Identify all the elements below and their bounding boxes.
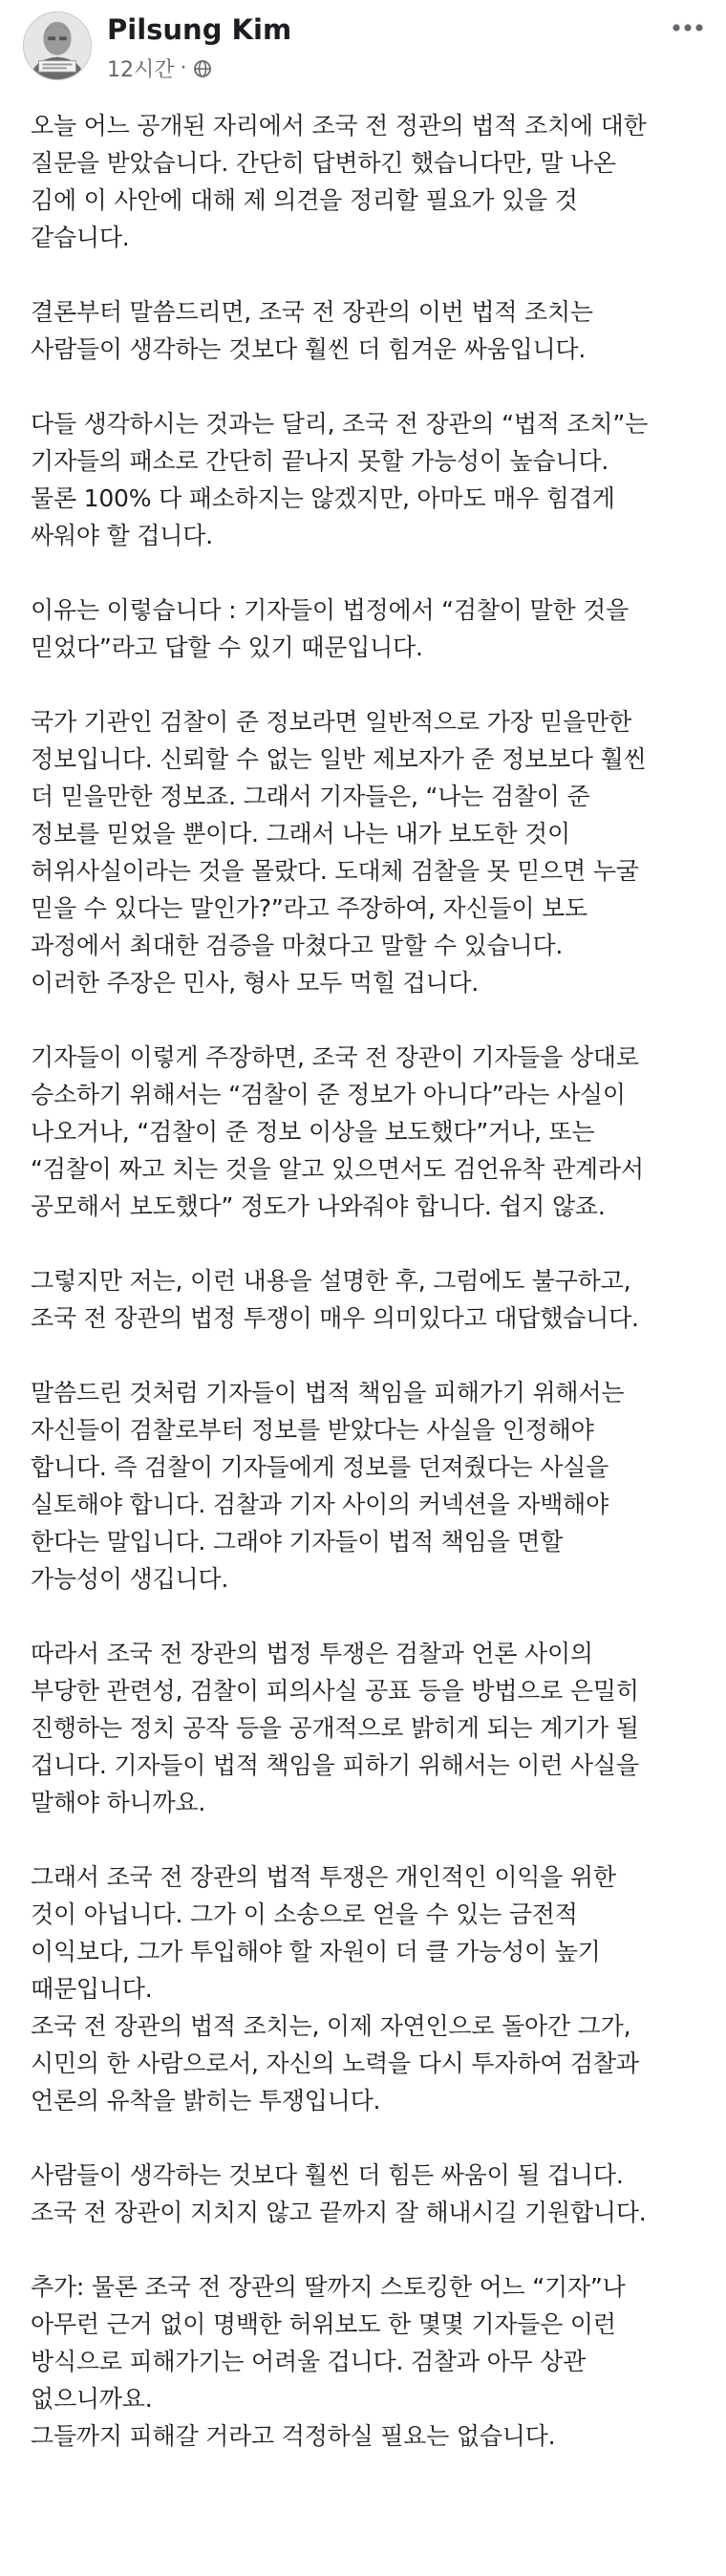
- post-paragraph: 기자들이 이렇게 주장하면, 조국 전 장관이 기자들을 상대로 승소하기 위해서는 “검찰이 준 정보가 아니다”라는 사실이 나오거나, “검찰이 준 정보 이상을 보도했다”거나, 또는 “검찰이 짜고 치는 것을 알고 있으면서도 검언유착 관계라서 공모해서 보도했다” 정도가 나와줘야 합니다. 쉽지 않죠.: [31, 1043, 644, 1220]
- post-paragraph: 그래서 조국 전 장관의 법적 투쟁은 개인적인 이익을 위한 것이 아닙니다. 그가 이 소송으로 얻을 수 있는 금전적 이익보다, 그가 투입해야 할 자원이 더 클 가능성이 높기 때문입니다. 조국 전 장관의 법적 조치는, 이제 자연인으로 돌아간 그가, 시민의 한 사람으로서, 자신의 노력을 다시 투자하여 검찰과 언론의 유착을 밝히는 투쟁입니다.: [31, 1863, 639, 2114]
- post-paragraph: 오늘 어느 공개된 자리에서 조국 전 정관의 법적 조치에 대한 질문을 받았습니다. 간단히 답변하긴 했습니다만, 말 나온 김에 이 사안에 대해 제 의견을 정리할 필요가 있을 것 같습니다.: [31, 112, 647, 251]
- more-options-button[interactable]: [667, 13, 709, 42]
- post-paragraph: 말씀드린 것처럼 기자들이 법적 책임을 피해가기 위해서는 자신들이 검찰로부터 정보를 받았다는 사실을 인정해야 합니다. 즉 검찰이 기자들에게 정보를 던져줬다는 사실을 실토해야 합니다. 검찰과 기자 사이의 커넥션을 자백해야 한다는 말입니다. 그래야 기자들이 법적 책임을 면할 가능성이 생깁니다.: [31, 1379, 625, 1593]
- post-meta: [107, 54, 212, 83]
- post-paragraph: 국가 기관인 검찰이 준 정보라면 일반적으로 가장 믿을만한 정보입니다. 신뢰할 수 없는 일반 제보자가 준 정보보다 훨씬 더 믿을만한 정보죠. 그래서 기자들은, “나는 검찰이 준 정보를 믿었을 뿐이다. 그래서 나는 내가 보도한 것이 허위사실이라는 것을 몰랐다. 도대체 검찰을 못 믿으면 누굴 믿을 수 있다는 말인가?”라고 주장하여, 자신들이 보도 과정에서 최대한 검증을 마쳤다고 말할 수 있습니다. 이러한 주장은 민사, 형사 모두 먹힐 겁니다.: [31, 708, 647, 997]
- post-paragraph: 따라서 조국 전 장관의 법정 투쟁은 검찰과 언론 사이의 부당한 관련성, 검찰이 피의사실 공표 등을 방법으로 은밀히 진행하는 정치 공작 등을 공개적으로 밝히게 되는 계기가 될 겁니다. 기자들이 법적 책임을 피하기 위해서는 이런 사실을 말해야 하니까요.: [31, 1640, 639, 1816]
- post-paragraph: 결론부터 말씀드리면, 조국 전 장관의 이번 법적 조치는 사람들이 생각하는 것보다 훨씬 더 힘겨운 싸움입니다.: [31, 298, 593, 363]
- post-paragraph: 사람들이 생각하는 것보다 훨씬 더 힘든 싸움이 될 겁니다. 조국 전 장관이 지치지 않고 끝까지 잘 해내시길 기원합니다.: [31, 2161, 647, 2226]
- post-body: [31, 107, 711, 2455]
- post-timestamp[interactable]: 12시간: [107, 58, 175, 82]
- post-paragraph: 추가: 물론 조국 전 장관의 딸까지 스토킹한 어느 “기자”나 아무런 근거 없이 명백한 허위보도 한 몇몇 기자들은 이런 방식으로 피해가기는 어려울 겁니다. 검찰과 아무 상관 없으니까요. 그들까지 피해갈 거라고 걱정하실 필요는 없습니다.: [31, 2273, 626, 2450]
- post-paragraph: 그렇지만 저는, 이런 내용을 설명한 후, 그럼에도 불구하고, 조국 전 장관의 법정 투쟁이 매우 의미있다고 대답했습니다.: [31, 1267, 639, 1332]
- post-paragraph: 다들 생각하시는 것과는 달리, 조국 전 장관의 “법적 조치”는 기자들의 패소로 간단히 끝나지 못할 가능성이 높습니다. 물론 100% 다 패소하지는 않겠지만, 아마도 매우 힘겹게 싸워야 할 겁니다.: [31, 410, 649, 549]
- author-name[interactable]: Pilsung Kim: [107, 13, 292, 46]
- meta-separator: ·: [180, 56, 187, 80]
- more-horizontal-icon: [672, 23, 704, 32]
- avatar[interactable]: [23, 11, 92, 80]
- globe-icon[interactable]: [193, 59, 212, 78]
- post-header: [0, 0, 726, 99]
- profile-photo-icon: [24, 12, 91, 79]
- post-paragraph: 이유는 이렇습니다 : 기자들이 법정에서 “검찰이 말한 것을 믿었다”라고 답할 수 있기 때문입니다.: [31, 596, 630, 661]
